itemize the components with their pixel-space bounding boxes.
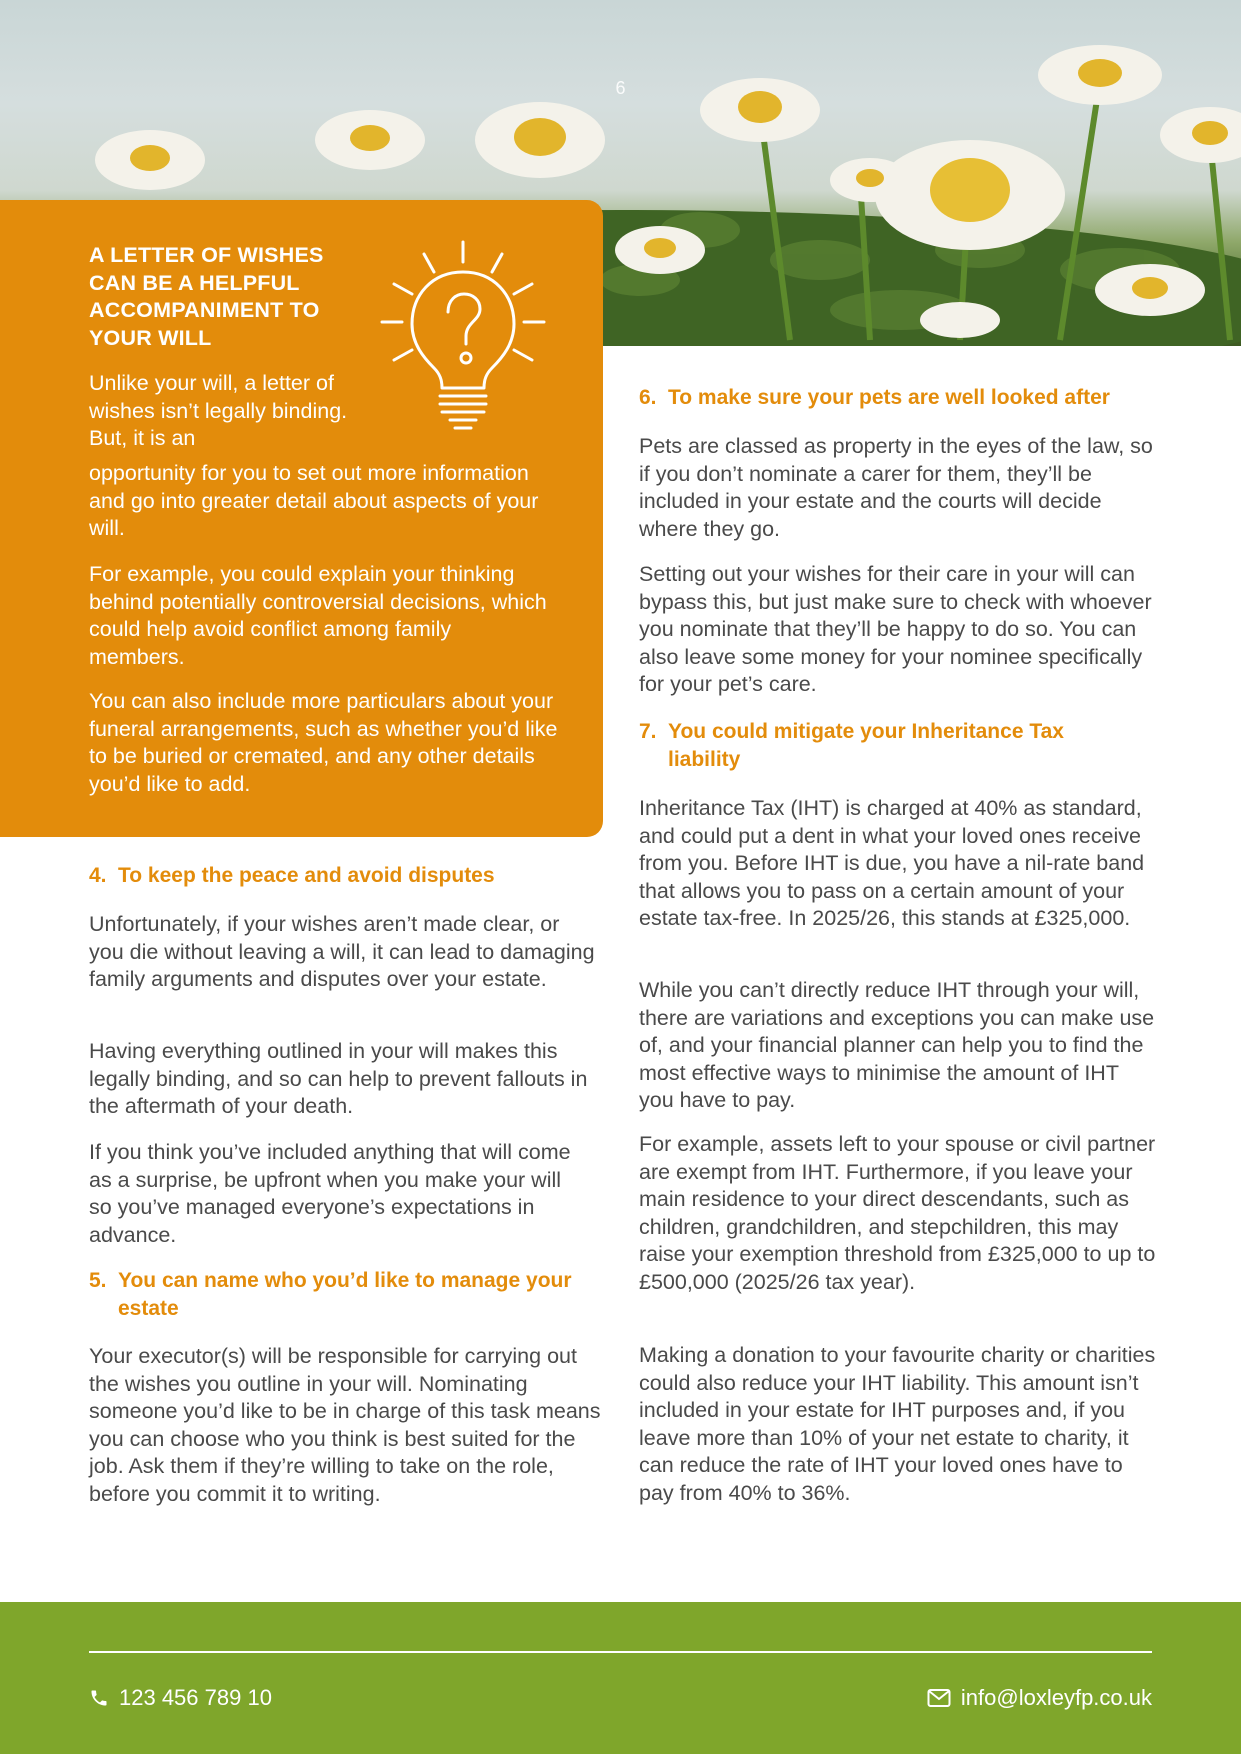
section-5-title: You can name who you’d like to manage your estate	[118, 1269, 572, 1320]
section-5-paragraph-1: Your executor(s) will be responsible for carrying out the wishes you outline in your will. Nominating someone you’d like to be in charge of this task means you can choose who you think is best suited for the job. Ask them if they’re willing to take on the role, before you commit it to writing.	[89, 1344, 601, 1506]
callout-title: A LETTER OF WISHES CAN BE A HELPFUL ACCOMPANIMENT TO YOUR WILL	[89, 243, 324, 350]
footer-phone-link[interactable]	[89, 1683, 272, 1713]
page-number: 6	[615, 78, 626, 98]
callout-paragraph-2: For example, you could explain your thinking behind potentially controversial decisions, which could help avoid conflict among family members.	[89, 562, 547, 669]
callout-paragraph-1b: opportunity for you to set out more information and go into greater detail about aspects of your will.	[89, 461, 539, 540]
callout-paragraph-1a: Unlike your will, a letter of wishes isn’t legally binding. But, it is an	[89, 371, 348, 450]
footer-divider	[89, 1651, 1152, 1653]
envelope-icon	[927, 1688, 951, 1708]
section-7-paragraph-1: Inheritance Tax (IHT) is charged at 40% as standard, and could put a dent in what your loved ones receive from you. Before IHT is due, you have a nil-rate band that allows you to pass on a certain amount of your estate tax-free. In 2025/26, this stands at £325,000.	[639, 796, 1145, 930]
section-4-title: To keep the peace and avoid disputes	[118, 864, 495, 887]
footer-phone-number: 123 456 789 10	[119, 1685, 272, 1710]
section-5-number: 5.	[89, 1269, 107, 1292]
section-7-number: 7.	[639, 720, 657, 743]
section-7-paragraph-4: Making a donation to your favourite charity or charities could also reduce your IHT liability. This amount isn’t included in your estate for IHT purposes and, if you leave more than 10% of your net estate to charity, it can reduce the rate of IHT your loved ones have to pay from 40% to 36%.	[639, 1343, 1156, 1505]
section-6-paragraph-1: Pets are classed as property in the eyes of the law, so if you don’t nominate a carer for them, they’ll be included in your estate and the courts will decide where they go.	[639, 434, 1153, 541]
footer	[0, 1602, 1241, 1754]
callout-paragraph-3: You can also include more particulars about your funeral arrangements, such as whether you’d like to be buried or cremated, and any other details you’d like to add.	[89, 689, 558, 796]
section-4-heading	[89, 862, 609, 890]
section-4-paragraph-2: Having everything outlined in your will makes this legally binding, and so can help to prevent fallouts in the aftermath of your death.	[89, 1039, 588, 1118]
section-7-paragraph-2: While you can’t directly reduce IHT through your will, there are variations and exceptions you can make use of, and your financial planner can help you to find the most effective ways to minimise the amount of IHT you have to pay.	[639, 978, 1155, 1112]
footer-email-link[interactable]	[927, 1683, 1152, 1713]
section-4-paragraph-3: If you think you’ve included anything that will come as a surprise, be upfront when you make your will so you’ve managed everyone’s expectations in advance.	[89, 1140, 571, 1247]
section-6-heading	[639, 384, 1159, 412]
section-5-heading	[89, 1267, 609, 1322]
section-7-heading	[639, 718, 1159, 773]
lightbulb-question-icon	[380, 240, 546, 436]
section-6-title: To make sure your pets are well looked after	[668, 386, 1110, 409]
section-7-paragraph-3: For example, assets left to your spouse or civil partner are exempt from IHT. Furthermore, if you leave your main residence to your direct descendants, such as children, grandchildren, and stepchildren, this may raise your exemption threshold from £325,000 to up to £500,000 (2025/26 tax year).	[639, 1132, 1156, 1294]
section-6-number: 6.	[639, 386, 657, 409]
section-7-title: You could mitigate your Inheritance Tax liability	[668, 720, 1064, 771]
phone-icon	[89, 1688, 109, 1708]
section-6-paragraph-2: Setting out your wishes for their care in your will can bypass this, but just make sure to check with whoever you nominate that they’ll be happy to do so. You can also leave some money for your nominee specifically for your pet’s care.	[639, 562, 1152, 696]
section-4-number: 4.	[89, 864, 107, 887]
footer-email-address: info@loxleyfp.co.uk	[960, 1685, 1152, 1710]
section-4-paragraph-1: Unfortunately, if your wishes aren’t made clear, or you die without leaving a will, it can lead to damaging family arguments and disputes over your estate.	[89, 912, 595, 991]
